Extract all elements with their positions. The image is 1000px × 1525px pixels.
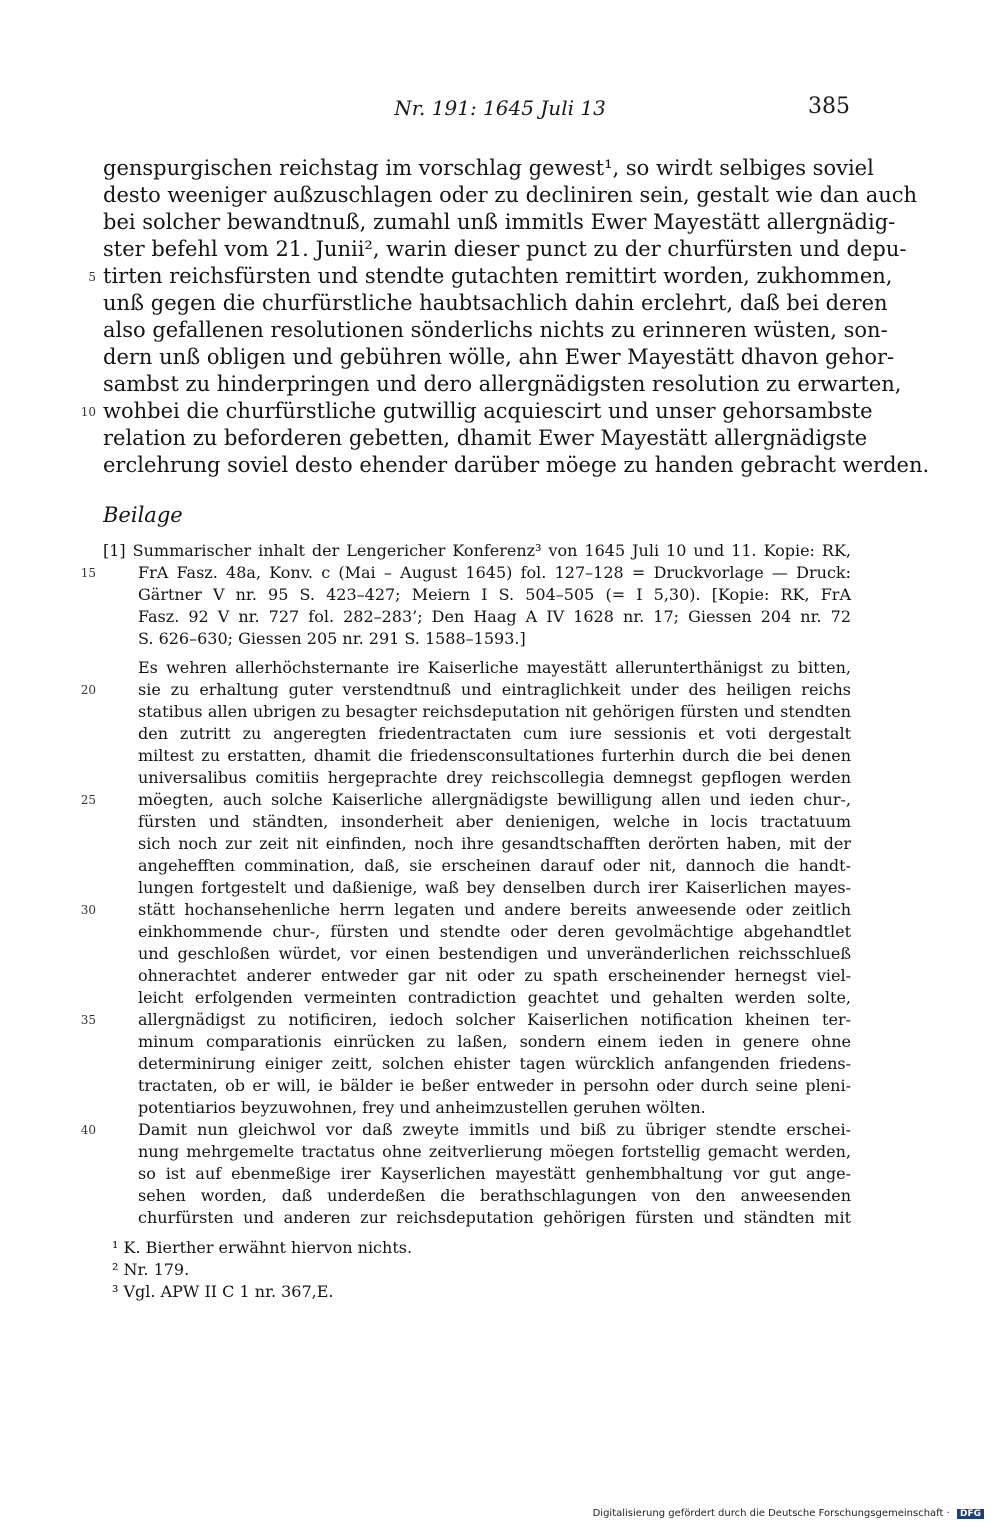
- footnote: ³ Vgl. APW II C 1 nr. 367,E.: [112, 1282, 334, 1301]
- text-line: desto weeniger außzuschlagen oder zu decliniren sein, gestalt wie dan auch: [103, 183, 918, 207]
- text-line: genspurgischen reichstag im vorschlag gewest¹, so wirdt selbiges soviel: [103, 156, 874, 180]
- text-line: nung mehrgemelte tractatus ohne zeitverlierung möegen fortstellig gemacht werden,: [138, 1142, 851, 1161]
- section-heading: Beilage: [103, 503, 183, 527]
- text-line: Es wehren allerhöchsternante ire Kaiserliche mayestätt allerunterthänigst zu bitten,: [138, 658, 851, 677]
- text-line: Fasz. 92 V nr. 727 fol. 282–283’; Den Haag A IV 1628 nr. 17; Giessen 204 nr. 72: [138, 607, 851, 626]
- text-line: möegten, auch solche Kaiserliche allergnädigste bewilligung allen und ieden chur-,: [138, 790, 851, 809]
- text-line: fürsten und ständten, insonderheit aber denienigen, welche in locis tractatuum: [138, 812, 851, 831]
- text-line: wohbei die churfürstliche gutwillig acquiescirt und unser gehorsambste: [103, 399, 873, 423]
- text-line: relation zu beforderen gebetten, dhamit Ewer Mayestätt allergnädigste: [103, 426, 868, 450]
- running-head: [0, 96, 1000, 126]
- footnote: ² Nr. 179.: [112, 1260, 190, 1279]
- text-line: miltest zu erstatten, dhamit die friedensconsultationes furterhin durch die bei denen: [138, 746, 851, 765]
- text-line: FrA Fasz. 48a, Konv. c (Mai – August 1645) fol. 127–128 = Druckvorlage — Druck:: [138, 563, 851, 582]
- page-number: 385: [808, 94, 850, 119]
- line-number: 25: [80, 793, 96, 807]
- line-number: 5: [88, 270, 96, 284]
- text-line: angehefften commination, daß, sie erscheinen darauf oder nit, dannoch die handt-: [138, 856, 851, 875]
- text-line: allergnädigst zu notificiren, iedoch solcher Kaiserlichen notification kheinen ter-: [138, 1010, 851, 1029]
- line-number: 15: [80, 566, 96, 580]
- text-line: leicht erfolgenden vermeinten contradiction geachtet und gehalten werden solte,: [138, 988, 851, 1007]
- text-line: einkhommende chur-, fürsten und stendte oder deren gevolmächtige abgehandtlet: [138, 922, 851, 941]
- text-line: ster befehl vom 21. Junii², warin dieser punct zu der churfürsten und depu-: [103, 237, 907, 261]
- text-line: S. 626–630; Giessen 205 nr. 291 S. 1588–1593.]: [138, 629, 526, 648]
- text-line: statibus allen ubrigen zu besagter reichsdeputation nit gehörigen fürsten und stendten: [138, 702, 851, 721]
- line-number: 20: [80, 683, 96, 697]
- footnote: ¹ K. Bierther erwähnt hiervon nichts.: [112, 1238, 413, 1257]
- text-line: und geschloßen würdet, vor einen bestendigen und unveränderlichen reichsschlueß: [138, 944, 851, 963]
- text-line: [1] Summarischer inhalt der Lengericher Konferenz³ von 1645 Juli 10 und 11. Kopie: RK,: [103, 541, 851, 560]
- text-line: tractaten, ob er will, ie bälder ie beßer entweder in persohn oder durch seine pleni-: [138, 1076, 851, 1095]
- text-line: unß gegen die churfürstliche haubtsachlich dahin erclehrt, daß bei deren: [103, 291, 888, 315]
- text-line: determinirung einiger zeitt, solchen ehister tagen würcklich anfangenden friedens-: [138, 1054, 851, 1073]
- text-line: sich noch zur zeit nit einfinden, noch ihre gesandtschafften derörten haben, mit der: [138, 834, 851, 853]
- line-number: 40: [80, 1123, 96, 1137]
- text-line: den zutritt zu angeregten friedentractaten cum iure sessionis et voti dergestalt: [138, 724, 851, 743]
- text-line: Gärtner V nr. 95 S. 423–427; Meiern I S. 504–505 (= I 5,30). [Kopie: RK, FrA: [138, 585, 851, 604]
- text-line: sambst zu hinderpringen und dero allergnädigsten resolution zu erwarten,: [103, 372, 902, 396]
- line-number: 35: [80, 1013, 96, 1027]
- text-line: churfürsten und anderen zur reichsdeputation gehörigen fürsten und ständten mit: [138, 1208, 851, 1227]
- text-line: tirten reichsfürsten und stendte gutachten remittirt worden, zukhommen,: [103, 264, 893, 288]
- text-line: sie zu erhaltung guter verstendtnuß und eintraglichkeit under des heiligen reichs: [138, 680, 851, 699]
- text-line: universalibus comitiis hergeprachte drey reichscollegia demnegst gepflogen werden: [138, 768, 851, 787]
- text-line: also gefallenen resolutionen sönderlichs nichts zu erinneren wüsten, son-: [103, 318, 888, 342]
- text-line: lungen fortgestelt und daßienige, waß bey denselben durch irer Kaiserlichen mayes-: [138, 878, 851, 897]
- text-line: erclehrung soviel desto ehender darüber möege zu handen gebracht werden.: [103, 453, 930, 477]
- text-line: potentiarios beyzuwohnen, frey und anheimzustellen geruhen wölten.: [138, 1098, 706, 1117]
- text-line: so ist auf ebenmeßige irer Kayserlichen mayestätt genhembhaltung vor gut ange-: [138, 1164, 851, 1183]
- text-line: Damit nun gleichwol vor daß zweyte immitls und biß zu übriger stendte erschei-: [138, 1120, 851, 1139]
- dfg-logo-icon: DFG: [957, 1509, 984, 1519]
- credit-text: Digitalisierung gefördert durch die Deutsche Forschungsgemeinschaft ·: [592, 1508, 950, 1519]
- text-line: bei solcher bewandtnuß, zumahl unß immitls Ewer Mayestätt allergnädig-: [103, 210, 896, 234]
- text-line: sehen worden, daß underdeßen die berathschlagungen von den anweesenden: [138, 1186, 851, 1205]
- text-line: minum comparationis einrücken zu laßen, sondern einem ieden in genere ohne: [138, 1032, 851, 1051]
- digitization-credit: [593, 1508, 984, 1522]
- text-line: ohnerachtet anderer entweder gar nit oder zu spath erscheinender hernegst viel-: [138, 966, 851, 985]
- line-number: 30: [80, 903, 96, 917]
- text-line: dern unß obligen und gebühren wölle, ahn Ewer Mayestätt dhavon gehor-: [103, 345, 895, 369]
- running-title: Nr. 191: 1645 Juli 13: [394, 96, 606, 120]
- text-line: stätt hochansehenliche herrn legaten und andere bereits anweesende oder zeitlich: [138, 900, 851, 919]
- line-number: 10: [80, 405, 96, 419]
